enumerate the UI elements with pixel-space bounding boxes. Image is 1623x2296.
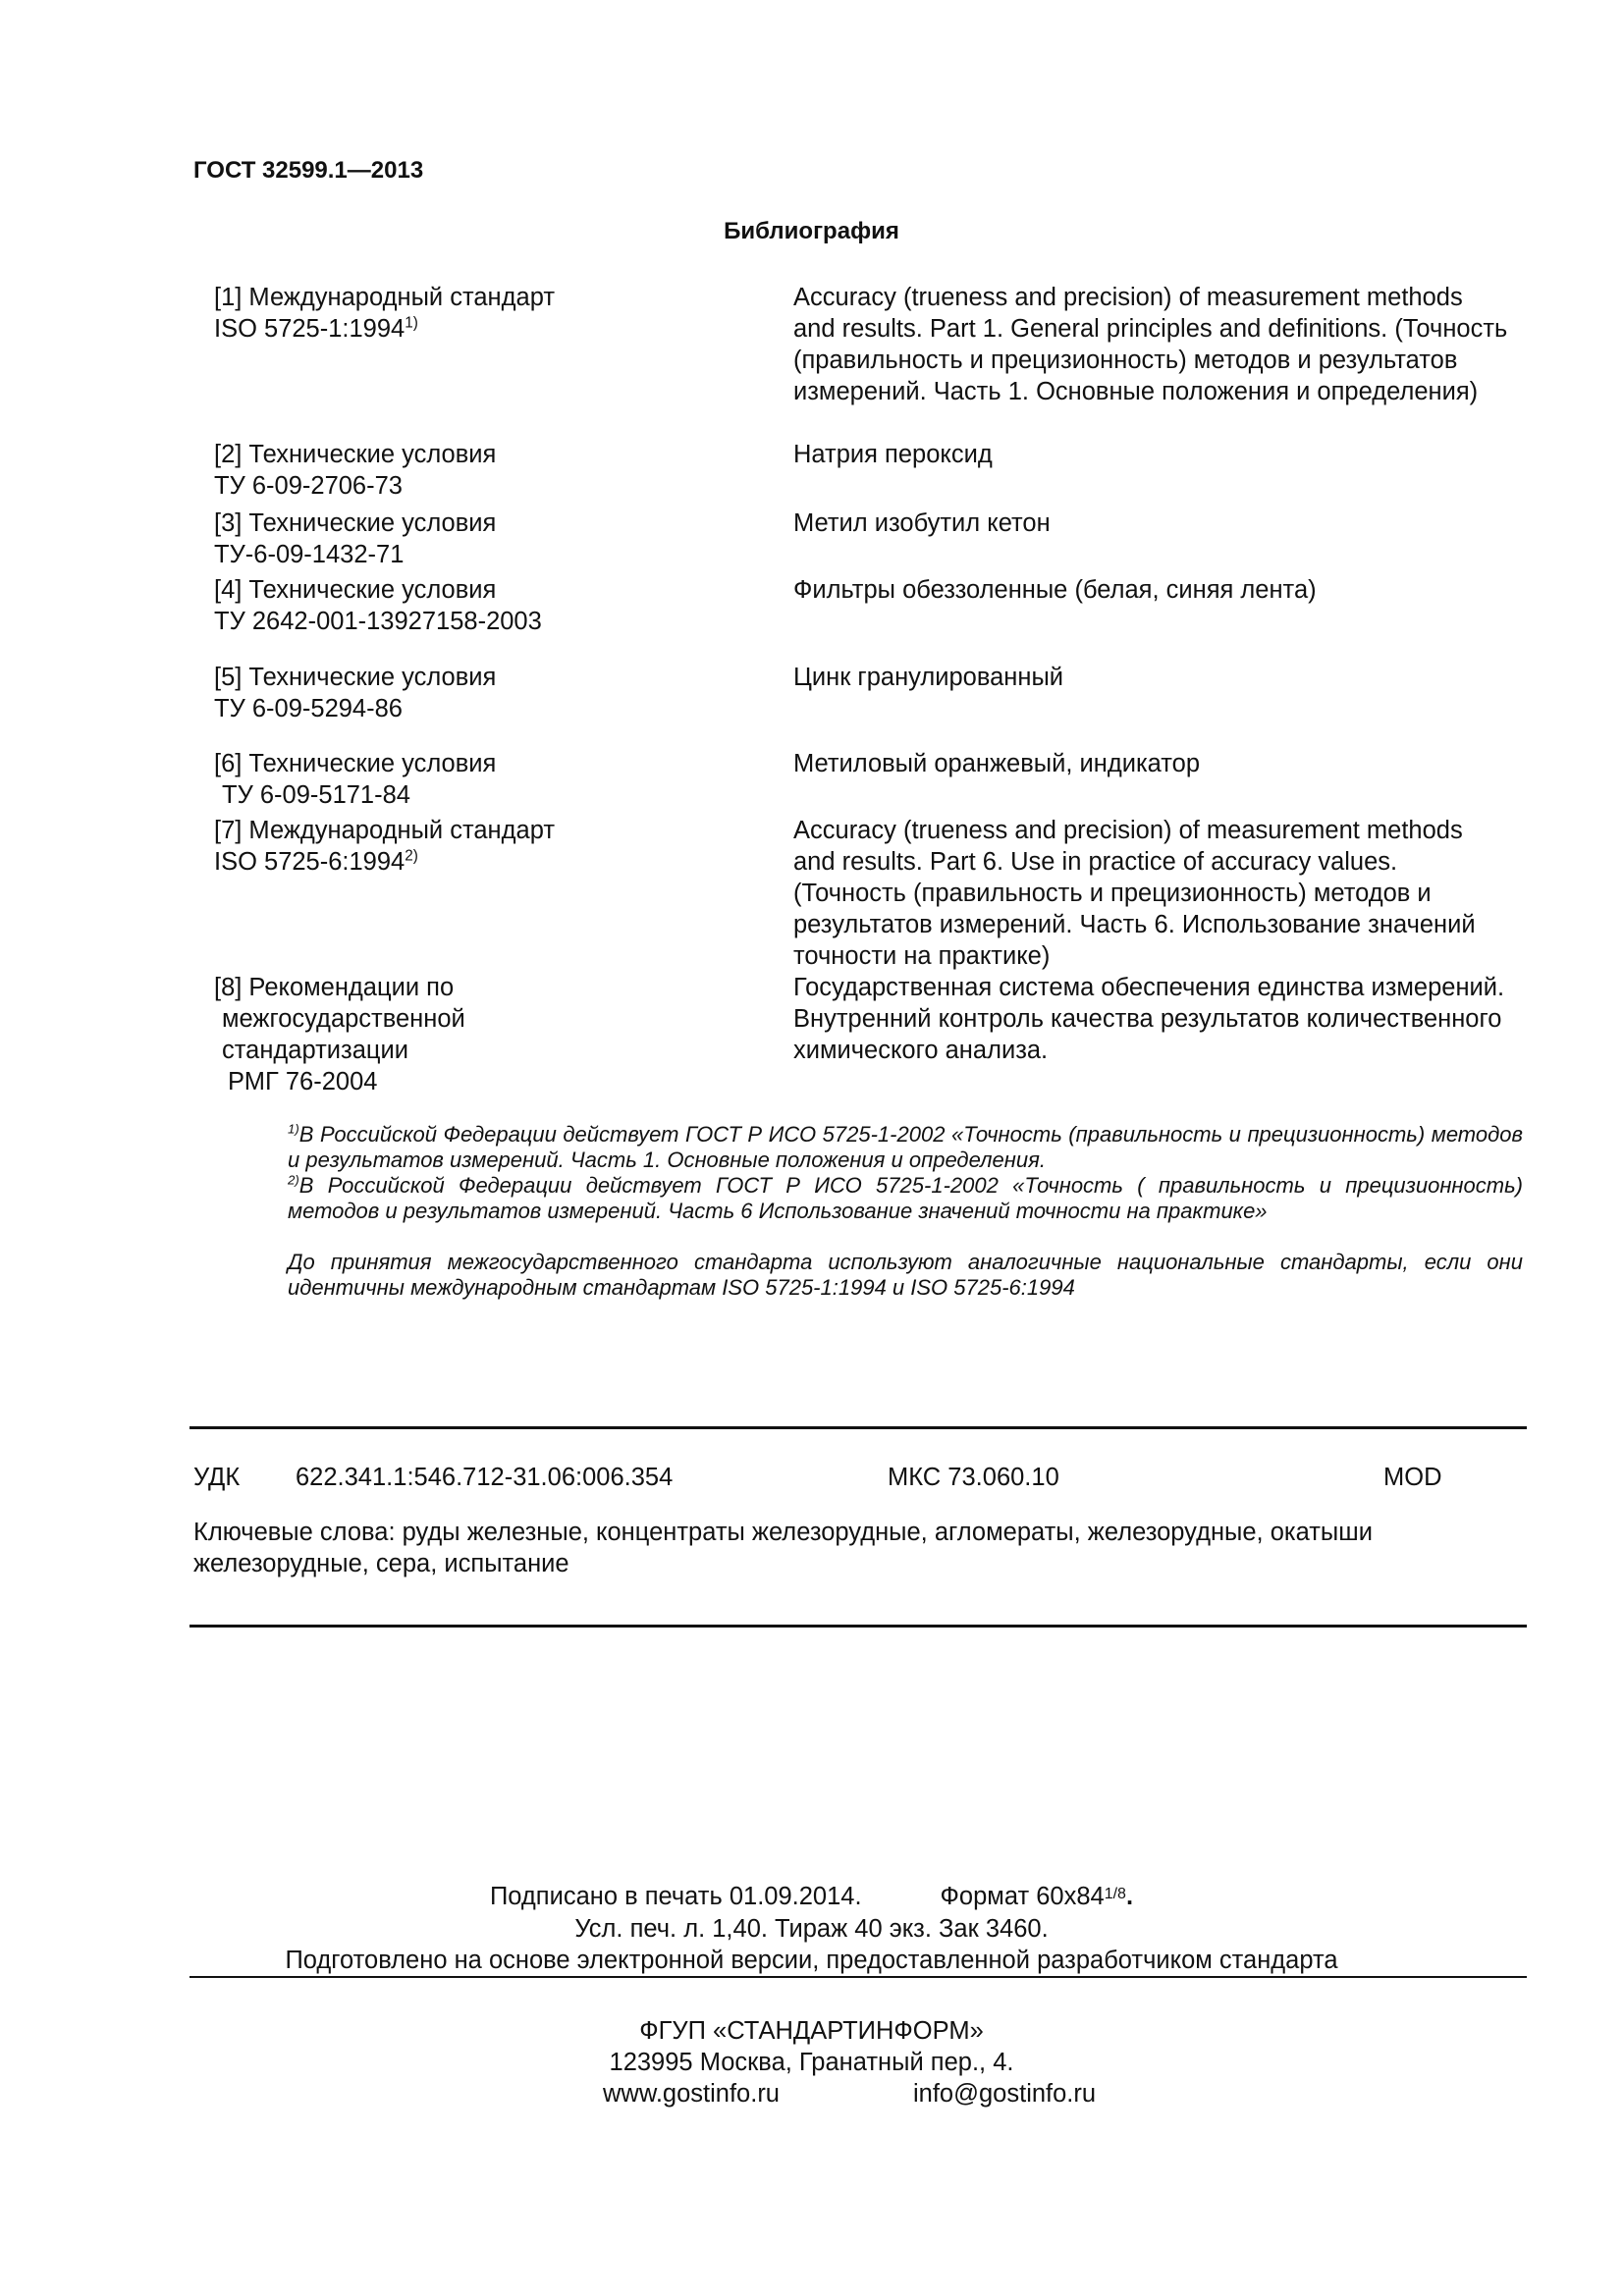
document-code: ГОСТ 32599.1—2013 bbox=[193, 157, 424, 184]
publisher-name: ФГУП «СТАНДАРТИНФОРМ» bbox=[639, 2017, 984, 2045]
bib-ref: [1] Международный стандарт ISO 5725-1:1994$^{1)}$ bbox=[214, 284, 556, 343]
bibliography-title: Библиография bbox=[724, 218, 899, 244]
footnote-mark: 2) bbox=[405, 847, 418, 865]
bib-desc: Метил изобутил кетон bbox=[793, 509, 1051, 537]
bib-desc: Accuracy (trueness and precision) of measurement methods and results. Part 6. Use in practice of accuracy values. (Точность (правильность и прецизионность) методов и результатов измерений. Часть 6. Использование значений точности на практике) bbox=[793, 817, 1476, 970]
bib-desc: Цинк гранулированный bbox=[793, 664, 1064, 691]
divider-bottom bbox=[189, 1625, 1527, 1628]
imprint-signed: Подписано в печать 01.09.2014. bbox=[489, 1883, 862, 1910]
keywords: Ключевые слова: руды железные, концентраты железорудные, агломераты, железорудные, окатыши железорудные, сера, испытание bbox=[193, 1519, 1373, 1577]
divider-top bbox=[189, 1426, 1527, 1429]
footnote-1: $^{1)}$В Российской Федерации действует ГОСТ Р ИСО 5725-1-2002 «Точность (правильность и прецизионность) методов и результатов измерений. Часть 1. Основные положения и определения. bbox=[288, 1121, 1523, 1172]
bib-desc: Фильтры обеззоленные (белая, синяя лента) bbox=[793, 576, 1317, 604]
bib-ref: [6] Технические условия ТУ 6-09-5171-84 bbox=[214, 750, 497, 809]
bib-ref: [7] Международный стандарт ISO 5725-6:1994$^{2)}$ bbox=[214, 817, 556, 876]
mks-code: МКС 73.060.10 bbox=[888, 1464, 1059, 1491]
bib-desc: Натрия пероксид bbox=[793, 441, 993, 468]
footnote-mark: 1) bbox=[405, 314, 418, 332]
imprint-prepared: Подготовлено на основе электронной версии, предоставленной разработчиком стандарта bbox=[285, 1947, 1338, 1974]
imprint-divider bbox=[189, 1976, 1527, 1978]
bib-desc: Метиловый оранжевый, индикатор bbox=[793, 750, 1201, 777]
imprint-format-fraction: 1/8 bbox=[1104, 1886, 1126, 1902]
udk-value: 622.341.1:546.712-31.06:006.354 bbox=[296, 1464, 674, 1491]
publisher-email[interactable]: info@gostinfo.ru bbox=[913, 2080, 1097, 2108]
bib-ref: [8] Рекомендации по межгосударственной стандартизации РМГ 76-2004 bbox=[214, 974, 465, 1095]
bib-desc: Accuracy (trueness and precision) of measurement methods and results. Part 1. General principles and definitions. (Точность (правильность и прецизионность) методов и результатов измерений. Часть 1. Основные положения и определения) bbox=[793, 284, 1508, 405]
footnote-2: $^{2)}$В Российской Федерации действует ГОСТ Р ИСО 5725-1-2002 «Точность ( правильность и прецизионность) методов и результатов измерений. Часть 6 Использование значений точности на практике» bbox=[288, 1172, 1523, 1223]
imprint-signed-line: Подписано в печать 01.09.2014. Формат $60x84^{1/8}$. bbox=[489, 1883, 1134, 1910]
udk-label: УДК bbox=[193, 1464, 241, 1491]
publisher-website[interactable]: www.gostinfo.ru bbox=[603, 2080, 780, 2108]
bib-ref: [4] Технические условия ТУ 2642-001-13927158-2003 bbox=[214, 576, 542, 635]
imprint-format: Формат 60x84 bbox=[940, 1883, 1105, 1910]
bib-ref: [5] Технические условия ТУ 6-09-5294-86 bbox=[214, 664, 497, 722]
mod-label: MOD bbox=[1383, 1464, 1442, 1491]
bib-ref: [3] Технические условия ТУ-6-09-1432-71 bbox=[214, 509, 497, 568]
imprint-print-info: Усл. печ. л. 1,40. Тираж 40 экз. Зак 3460. bbox=[574, 1915, 1049, 1943]
publisher-address: 123995 Москва, Гранатный пер., 4. bbox=[609, 2049, 1014, 2076]
bib-desc: Государственная система обеспечения единства измерений. Внутренний контроль качества результатов количественного химического анализа. bbox=[793, 974, 1505, 1064]
bib-ref: [2] Технические условия ТУ 6-09-2706-73 bbox=[214, 441, 497, 500]
footnote-note: До принятия межгосударственного стандарта используют аналогичные национальные стандарты, если они идентичны международным стандартам ISO 5725-1:1994 и ISO 5725-6:1994 bbox=[288, 1250, 1523, 1300]
